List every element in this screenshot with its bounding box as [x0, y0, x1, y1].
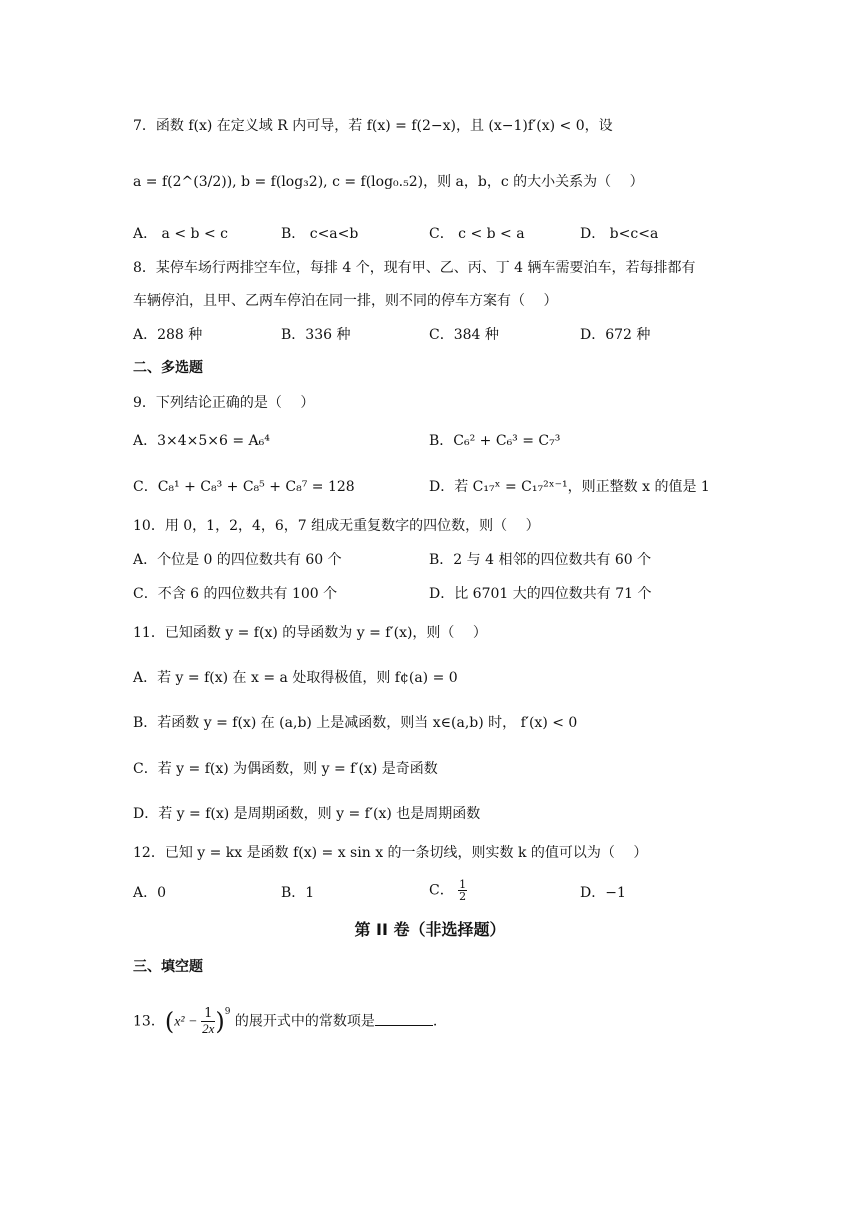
section-heading-fill-in: 三、填空题: [133, 959, 203, 975]
q8-option-b: B．336 种: [281, 327, 351, 343]
q10-stem: 10．用 0，1，2，4，6，7 组成无重复数字的四位数，则（ ）: [133, 518, 540, 534]
q12-stem: 12．已知 y = kx 是函数 f(x) = x sin x 的一条切线，则实数 k 的值可以为（ ）: [133, 845, 648, 861]
q11-stem: 11．已知函数 y = f(x) 的导函数为 y = f′(x)，则（ ）: [133, 625, 487, 641]
q13-power: 9: [224, 1007, 231, 1017]
q7-option-b: B． c<a<b: [281, 226, 359, 242]
q8-option-d: D．672 种: [580, 327, 651, 343]
q9-option-d: D．若 C₁₇ˣ = C₁₇²ˣ⁻¹，则正整数 x 的值是 1: [429, 479, 710, 495]
q7-option-c: C． c < b < a: [429, 226, 525, 242]
q12-option-c: [429, 879, 467, 902]
q11-option-d: D．若 y = f(x) 是周期函数，则 y = f′(x) 也是周期函数: [133, 806, 481, 822]
q11-option-b: B．若函数 y = f(x) 在 (a,b) 上是减函数，则当 x∈(a,b) 时， f′(x) < 0: [133, 715, 578, 731]
q12-option-c-label: C．: [429, 882, 454, 899]
q8-line2: 车辆停泊，且甲、乙两车停泊在同一排，则不同的停车方案有（ ）: [133, 293, 558, 309]
q9-option-b: B．C₆² + C₆³ = C₇³: [429, 433, 561, 449]
right-paren: ): [215, 1007, 225, 1036]
q12-option-c-fraction: [458, 879, 467, 902]
q10-option-a: A．个位是 0 的四位数共有 60 个: [133, 552, 342, 568]
fraction-numerator: 1: [459, 878, 467, 891]
fraction-denominator: 2x: [202, 1021, 215, 1037]
q10-option-d: D．比 6701 大的四位数共有 71 个: [429, 586, 652, 602]
q13-line: [133, 1004, 437, 1037]
q9-option-c: C．C₈¹ + C₈³ + C₈⁵ + C₈⁷ = 128: [133, 479, 355, 495]
q13-suffix: 的展开式中的常数项是: [230, 1013, 375, 1030]
q12-option-b: B．1: [281, 885, 315, 901]
q11-option-c: C．若 y = f(x) 为偶函数，则 y = f′(x) 是奇函数: [133, 761, 438, 777]
fraction-denominator: 2: [459, 890, 467, 903]
q12-option-d: D．−1: [580, 885, 626, 901]
q13-fraction: [201, 1007, 215, 1036]
q13-end: .: [432, 1013, 438, 1030]
q9-option-a: A．3×4×5×6 = A₆⁴: [133, 433, 270, 449]
q8-line1: 8．某停车场行两排空车位，每排 4 个，现有甲、乙、丙、丁 4 辆车需要泊车，若每排都有: [133, 260, 696, 276]
q8-option-a: A．288 种: [133, 327, 203, 343]
q7-line1: 7．函数 f(x) 在定义域 R 内可导，若 f(x) = f(2−x)，且 (x−1)f′(x) < 0，设: [133, 118, 613, 134]
q10-option-b: B．2 与 4 相邻的四位数共有 60 个: [429, 552, 652, 568]
q10-option-c: C．不含 6 的四位数共有 100 个: [133, 586, 338, 602]
q7-line2: a = f(2^(3/2)), b = f(log₃2), c = f(log₀.₅2)，则 a，b，c 的大小关系为（ ）: [133, 174, 644, 190]
q7-option-d: D． b<c<a: [580, 226, 659, 242]
q7-option-a: A． a < b < c: [133, 226, 228, 242]
q12-option-a: A．0: [133, 885, 167, 901]
q13-answer-blank[interactable]: [375, 1011, 433, 1026]
q11-option-a: A．若 y = f(x) 在 x = a 处取得极值，则 f¢(a) = 0: [133, 670, 458, 686]
q13-expr-left: x² −: [174, 1014, 202, 1030]
q13-number: 13．: [133, 1013, 165, 1030]
fraction-numerator: 1: [201, 1007, 215, 1022]
section-heading-multiple-choice: 二、多选题: [133, 360, 203, 376]
q9-stem: 9．下列结论正确的是（ ）: [133, 395, 315, 411]
left-paren: (: [164, 1007, 175, 1036]
volume-heading: 第 II 卷（非选择题）: [354, 920, 506, 939]
q8-option-c: C．384 种: [429, 327, 499, 343]
